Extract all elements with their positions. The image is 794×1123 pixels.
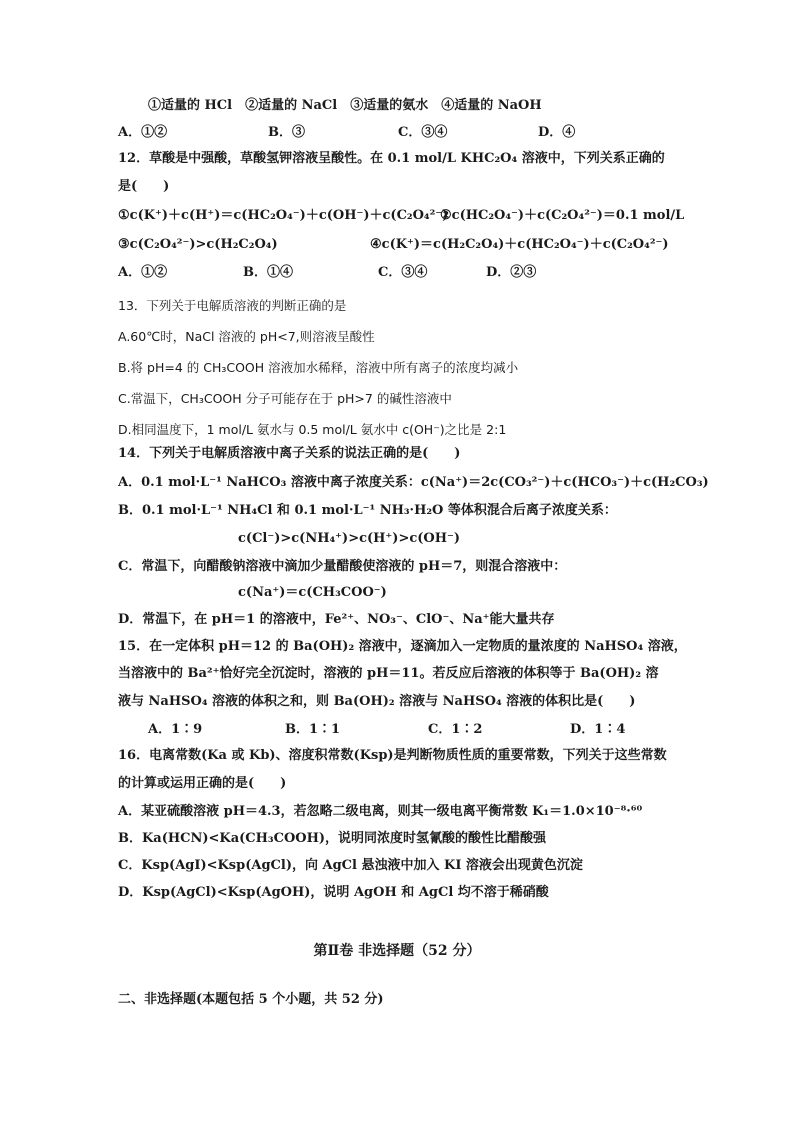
q14-stem: 14．下列关于电解质溶液中离子关系的说法正确的是( ) — [118, 446, 461, 461]
q15-option-a: A．1∶9 — [148, 722, 203, 737]
q15-option-b: B．1∶1 — [285, 722, 341, 737]
q11-option-d: D．④ — [538, 125, 576, 140]
q15-stem-line-2: 当溶液中的 Ba²⁺恰好完全沉淀时，溶液的 pH＝11。若反应后溶液的体积等于 Ba(OH)₂ 溶 — [118, 666, 659, 681]
q13-option-c: C.常温下，CH₃COOH 分子可能存在于 pH>7 的碱性溶液中 — [118, 391, 452, 406]
q12-option-d: D．②③ — [486, 265, 537, 280]
q12-option-b: B．①④ — [243, 265, 293, 280]
q16-stem-line-1: 16．电离常数(Ka 或 Kb)、溶度积常数(Ksp)是判断物质性质的重要常数，下列关于这些常数 — [118, 748, 667, 763]
q12-option-c: C．③④ — [378, 265, 428, 280]
q12-stem-cont: 是( ) — [118, 179, 170, 194]
q16-option-a: A．某亚硫酸溶液 pH＝4.3，若忽略二级电离，则其一级电离平衡常数 K₁＝1.0×10⁻⁸·⁶⁰ — [118, 804, 643, 819]
q16-option-b: B．Ka(HCN)<Ka(CH₃COOH)，说明同浓度时氢氰酸的酸性比醋酸强 — [118, 831, 547, 846]
q12-relation-4: ④c(K⁺)＝c(H₂C₂O₄)＋c(HC₂O₄⁻)＋c(C₂O₄²⁻) — [370, 237, 669, 252]
q11-option-b: B．③ — [268, 125, 305, 140]
q16-option-c: C．Ksp(AgI)<Ksp(AgCl)，向 AgCl 悬浊液中加入 KI 溶液会出现黄色沉淀 — [118, 858, 583, 873]
q14-option-d: D．常温下，在 pH＝1 的溶液中，Fe²⁺、NO₃⁻、ClO⁻、Na⁺能大量共存 — [118, 612, 555, 627]
q12-relation-3: ③c(C₂O₄²⁻)>c(H₂C₂O₄) — [118, 237, 278, 252]
q14-option-b-relation: c(Cl⁻)>c(NH₄⁺)>c(H⁺)>c(OH⁻) — [238, 531, 461, 546]
q14-option-a: A．0.1 mol·L⁻¹ NaHCO₃ 溶液中离子浓度关系：c(Na⁺)＝2c(CO₃²⁻)＋c(HCO₃⁻)＋c(H₂CO₃) — [118, 475, 709, 490]
q13-option-b: B.将 pH=4 的 CH₃COOH 溶液加水稀释，溶液中所有离子的浓度均减小 — [118, 360, 519, 375]
q16-option-d: D．Ksp(AgCl)<Ksp(AgOH)，说明 AgOH 和 AgCl 均不溶于稀硝酸 — [118, 885, 549, 900]
section-subtitle: 二、非选择题(本题包括 5 个小题，共 52 分) — [118, 992, 384, 1007]
q13-option-d: D.相同温度下，1 mol/L 氨水与 0.5 mol/L 氨水中 c(OH⁻)之比是 2:1 — [118, 422, 507, 437]
q11-option-a: A．①② — [118, 125, 168, 140]
q12-stem: 12．草酸是中强酸，草酸氢钾溶液呈酸性。在 0.1 mol/L KHC₂O₄ 溶液中，下列关系正确的 — [118, 151, 665, 166]
q13-stem: 13．下列关于电解质溶液的判断正确的是 — [118, 298, 347, 313]
q16-stem-line-2: 的计算或运用正确的是( ) — [118, 776, 287, 791]
q11-items: ①适量的 HCl ②适量的 NaCl ③适量的氨水 ④适量的 NaOH — [148, 98, 542, 113]
q14-option-c: C．常温下，向醋酸钠溶液中滴加少量醋酸使溶液的 pH＝7，则混合溶液中： — [118, 559, 567, 574]
q15-stem-line-3: 液与 NaHSO₄ 溶液的体积之和，则 Ba(OH)₂ 溶液与 NaHSO₄ 溶液的体积比是( ) — [118, 694, 636, 709]
q12-option-a: A．①② — [118, 265, 168, 280]
section-title: 第Ⅱ卷 非选择题（52 分） — [313, 943, 481, 959]
q13-option-a: A.60℃时，NaCl 溶液的 pH<7,则溶液呈酸性 — [118, 329, 375, 344]
q15-option-d: D．1∶4 — [570, 722, 626, 737]
q12-relation-1: ①c(K⁺)＋c(H⁺)＝c(HC₂O₄⁻)＋c(OH⁻)＋c(C₂O₄²⁻) — [118, 208, 449, 223]
q15-option-c: C．1∶2 — [428, 722, 483, 737]
q14-option-c-relation: c(Na⁺)＝c(CH₃COO⁻) — [238, 585, 387, 600]
q15-stem-line-1: 15．在一定体积 pH＝12 的 Ba(OH)₂ 溶液中，逐滴加入一定物质的量浓度的 NaHSO₄ 溶液， — [118, 639, 687, 654]
q11-option-c: C．③④ — [398, 125, 448, 140]
q12-relation-2: ②c(HC₂O₄⁻)＋c(C₂O₄²⁻)＝0.1 mol/L — [440, 208, 685, 223]
q14-option-b: B．0.1 mol·L⁻¹ NH₄Cl 和 0.1 mol·L⁻¹ NH₃·H₂O 等体积混合后离子浓度关系： — [118, 503, 617, 518]
